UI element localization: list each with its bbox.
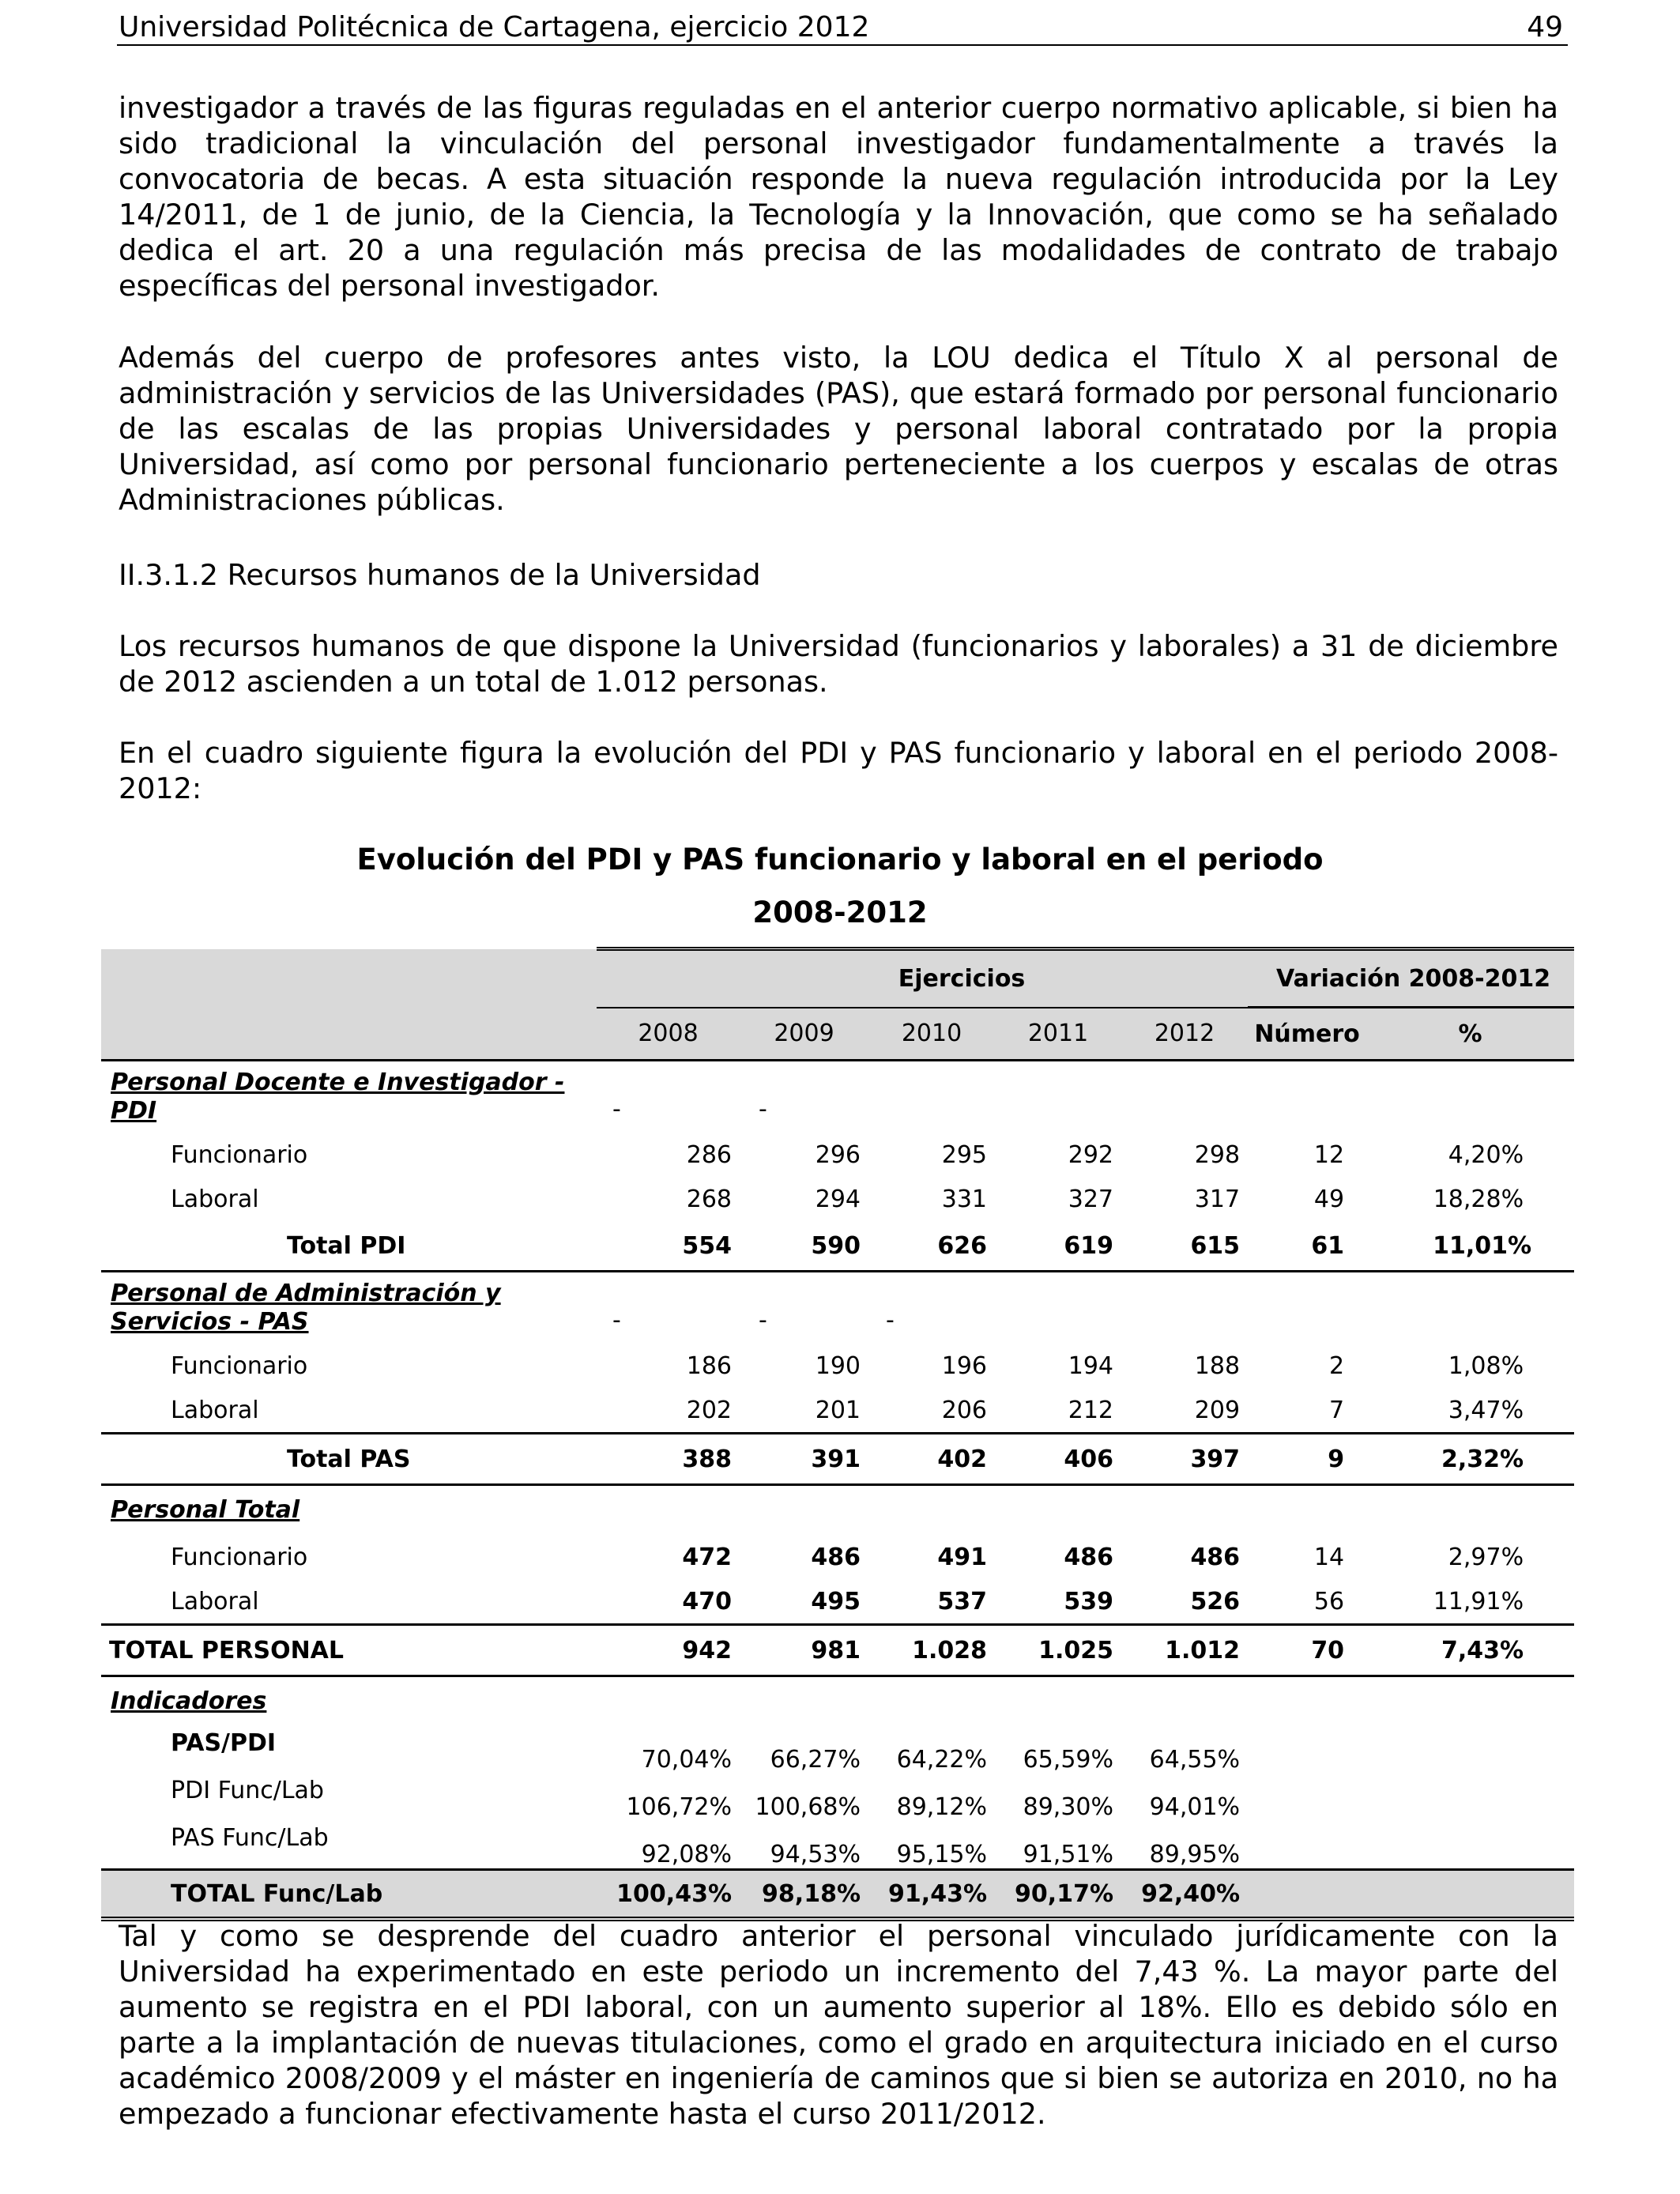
paragraph-4: En el cuadro siguiente figura la evolución del PDI y PAS funcionario y laboral en el periodo 2008-2012: — [119, 736, 1558, 805]
paragraph-3: Los recursos humanos de que dispone la Universidad (funcionarios y laborales) a 31 de diciembre de 2012 ascienden a un total de 1.012 personas. — [119, 629, 1558, 699]
table-row: Laboral 268 294 331 327 317 49 18,28% — [171, 1185, 1524, 1213]
dash: - — [868, 1272, 995, 1344]
dash: - — [597, 1272, 740, 1344]
section-total-row — [101, 1485, 1574, 1536]
dash: - — [740, 1061, 868, 1133]
paragraph-1: investigador a través de las figuras reguladas en el anterior cuerpo normativo aplicable, si bien ha sido tradicional la vinculación del personal investigador fundamentalmente a través la convocatoria de becas. A esta situación responde la nueva regulación introducida por la Ley 14/2011, de 1 de junio, de la Ciencia, la Tecnología y la Innovación, que como se ha señalado dedica el art. 20 a una regulación más precisa de las modalidades de contrato de trabajo específicas del personal investigador. — [119, 91, 1558, 303]
year-2012: 2012 — [1121, 1008, 1248, 1061]
group-variacion: Variación 2008-2012 — [1248, 949, 1574, 1008]
table-row-total-pas: Total PAS 388 391 402 406 397 9 2,32% — [101, 1434, 1574, 1485]
year-2009: 2009 — [740, 1008, 868, 1061]
dash: - — [740, 1272, 868, 1344]
table-row: PDI Func/Lab 106,72% 100,68% 89,12% 89,30% 94,01% — [171, 1777, 1241, 1821]
page-header — [117, 6, 1568, 46]
dash: - — [597, 1061, 740, 1133]
table-row-total-funclab: TOTAL Func/Lab 100,43% 98,18% 91,43% 90,17% 92,40% — [101, 1870, 1574, 1920]
section-heading: II.3.1.2 Recursos humanos de la Universidad — [119, 558, 761, 592]
staff-evolution-table — [101, 947, 1574, 1921]
section-pas: Personal de Administración y Servicios - PAS — [101, 1272, 597, 1344]
paragraph-2: Además del cuerpo de profesores antes visto, la LOU dedica el Título X al personal de administración y servicios de las Universidades (PAS), que estará formado por personal funcionario de las escalas de las propias Universidades y personal laboral contratado por la propia Universidad, así como por personal funcionario perteneciente a los cuerpos y escalas de otras Administraciones públicas. — [119, 341, 1558, 517]
section-pas-row — [101, 1272, 1574, 1344]
year-2011: 2011 — [995, 1008, 1121, 1061]
table-row: Laboral 470 495 537 539 526 56 11,91% — [171, 1587, 1524, 1615]
year-2008: 2008 — [597, 1008, 740, 1061]
section-personal-total: Personal Total — [111, 1496, 300, 1524]
header-title: Universidad Politécnica de Cartagena, ejercicio 2012 — [119, 11, 870, 43]
table-row-total-personal: TOTAL PERSONAL 942 981 1.028 1.025 1.012 70 7,43% — [101, 1625, 1574, 1676]
table-title: Evolución del PDI y PAS funcionario y laboral en el periodo — [356, 843, 1324, 876]
col-pct: % — [1366, 1008, 1574, 1061]
page-number: 49 — [1527, 11, 1563, 43]
table-row: Funcionario 286 296 295 292 298 12 4,20% — [171, 1140, 1524, 1169]
section-pdi-row — [101, 1061, 1574, 1133]
group-ejercicios: Ejercicios — [597, 949, 1248, 1008]
table-row: PAS Func/Lab 92,08% 94,53% 95,15% 91,51% 89,95% — [171, 1824, 1241, 1868]
table-row: Laboral 202 201 206 212 209 7 3,47% — [171, 1396, 1524, 1424]
table-row: PAS/PDI 70,04% 66,27% 64,22% 65,59% 64,55% — [171, 1729, 1241, 1774]
header-row-groups — [101, 949, 1574, 1008]
section-indicadores-row — [101, 1676, 1574, 1727]
year-2010: 2010 — [868, 1008, 995, 1061]
paragraph-5: Tal y como se desprende del cuadro anterior el personal vinculado jurídicamente con la Universidad ha experimentado en este periodo un incremento del 7,43 %. La mayor parte del aumento se registra en el PDI laboral, con un aumento superior al 18%. Ello es debido sólo en parte a la implantación de nuevas titulaciones, como el grado en arquitectura iniciado en el curso académico 2008/2009 y el máster en ingeniería de caminos que si bien se autoriza en 2010, no ha empezado a funcionar efectivamente hasta el curso 2011/2012. — [119, 1919, 1558, 2131]
table-row: Funcionario 472 486 491 486 486 14 2,97% — [171, 1543, 1524, 1571]
table-subtitle: 2008-2012 — [752, 895, 928, 929]
section-indicadores: Indicadores — [111, 1687, 267, 1715]
table-row-total-pdi: Total PDI 554 590 626 619 615 61 11,01% — [287, 1231, 1532, 1260]
col-numero: Número — [1248, 1008, 1366, 1061]
table-row: Funcionario 186 190 196 194 188 2 1,08% — [171, 1351, 1524, 1380]
section-pdi: Personal Docente e Investigador - PDI — [101, 1061, 597, 1133]
